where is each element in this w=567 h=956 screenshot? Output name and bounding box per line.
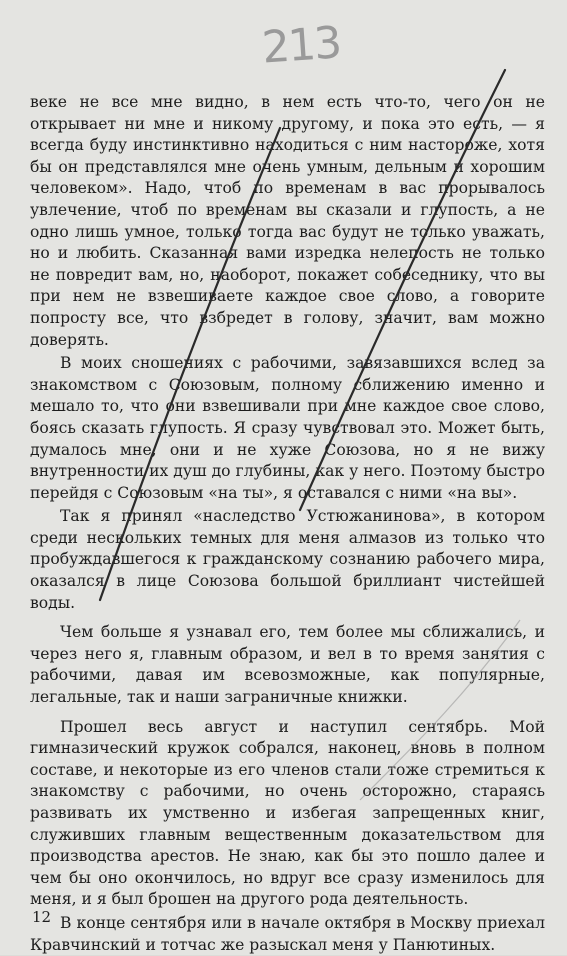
body-text	[30, 92, 545, 956]
paragraph-6: В конце сентября или в начале октября в Москву приехал Кравчинский и тотчас же разыскал меня у Панютиных.	[30, 913, 545, 954]
paragraph-2: В моих сношениях с рабочими, завязавшихся вслед за знакомством с Союзовым, полному сближению именно и мешало то, что они взвешивали при мне каждое свое слово, боясь сказать глупость. Я сразу чувствовал это. Может быть, думалось мне, они и не хуже Союзова, но я не вижу внутренности их душ до глубины, как у него. Поэтому быстро перейдя с Союзовым «на ты», я оставался с ними «на вы».	[30, 354, 545, 502]
handwritten-page-number: 213	[260, 17, 342, 74]
paragraph-4: Чем больше я узнавал его, тем более мы сближались, и через него я, главным образом, и вел в то время занятия с рабочими, давая им всевозможные, как популярные, легальные, так и наши заграничные книжки.	[30, 623, 545, 707]
printed-page-number: 12	[32, 908, 52, 926]
paragraph-1: веке не все мне видно, в нем есть что-то, чего он не открывает ни мне и никому другому, и пока это есть, — я всегда буду инстинктивно находиться с ним настороже, хотя бы он представлялся мне очень умным, дельным и хорошим человеком». Надо, чтоб по временам в вас прорывалось увлечение, чтоб по временам вы сказали и глупость, а не одно лишь умное, только тогда вас будут не только уважать, но и любить. Сказанная вами изредка нелепость не только не повредит вам, но, наоборот, покажет собеседнику, что вы при нем не взвешиваете каждое свое слово, а говорите попросту все, что взбредет в голову, значит, вам можно доверять.	[30, 93, 545, 349]
paragraph-5: Прошел весь август и наступил сентябрь. Мой гимназический кружок собрался, наконец, вновь в полном составе, и некоторые из его членов стали тоже стремиться к знакомству с рабочими, но очень осторожно, стараясь развивать их умственно и избегая запрещенных книг, служивших главным вещественным доказательством для производства арестов. Не знаю, как бы это пошло далее и чем бы оно окончилось, но вдруг все сразу изменилось для меня, и я был брошен на другого рода деятельность.	[30, 717, 545, 909]
paragraph-3: Так я принял «наследство Устюжанинова», в котором среди нескольких темных для меня алмазов из только что пробуждавшегося к гражданскому сознанию рабочего мира, оказался в лице Союзова большой бриллиант чистейшей воды.	[30, 507, 545, 612]
